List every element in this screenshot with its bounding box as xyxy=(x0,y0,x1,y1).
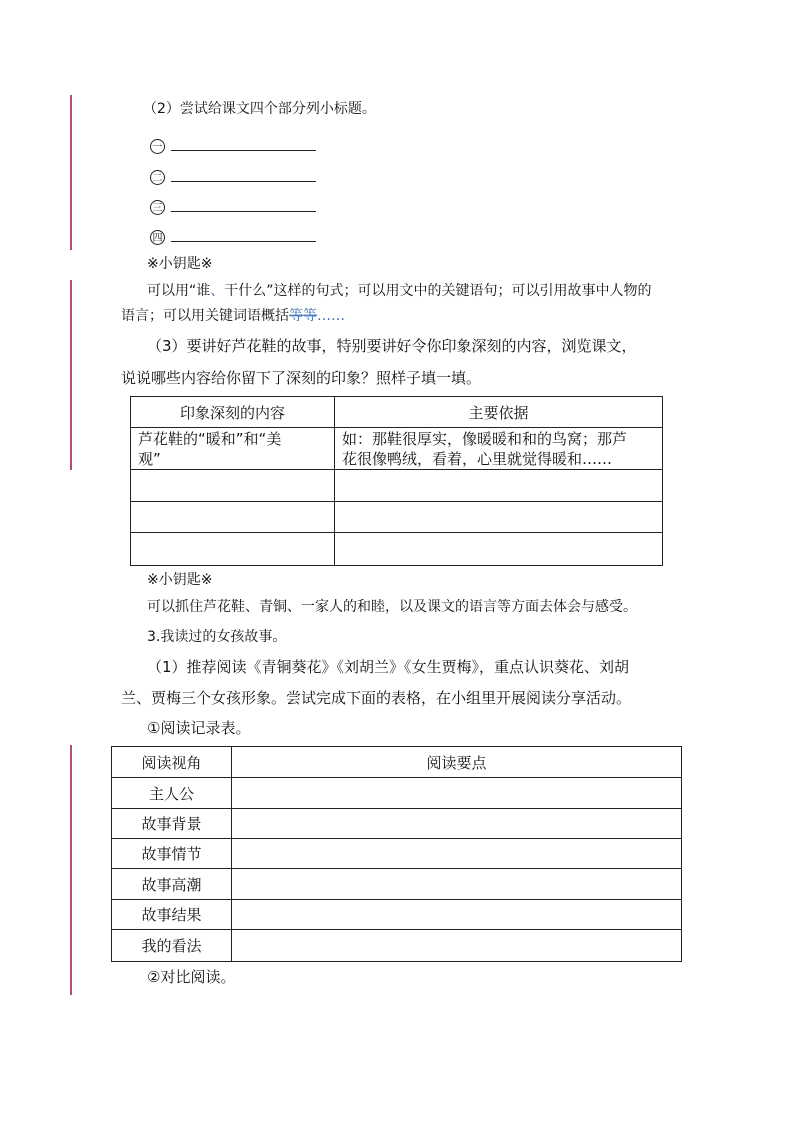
blank-cell[interactable] xyxy=(232,778,682,809)
row-label: 主人公 xyxy=(112,778,232,809)
impression-table xyxy=(130,396,663,566)
revision-bar xyxy=(70,280,72,470)
hint-line-1 xyxy=(147,280,652,300)
blank-cell[interactable] xyxy=(232,900,682,930)
example-content-cell xyxy=(131,428,335,470)
table-header: 主要依据 xyxy=(335,397,663,428)
question-3-line-2: 说说哪些内容给你留下了深刻的印象？照样子填一填。 xyxy=(121,369,482,387)
revision-mark: 、 xyxy=(210,283,225,299)
cell-line: 花很像鸭绒，看着，心里就觉得暖和…… xyxy=(342,449,613,468)
sub-heading-reading-record: ①阅读记录表。 xyxy=(147,719,251,737)
blank-cell[interactable] xyxy=(335,533,663,566)
section-3-line-2: 兰、贾梅三个女孩形象。尝试完成下面的表格，在小组里开展阅读分享活动。 xyxy=(121,689,632,707)
answer-line-2[interactable] xyxy=(171,181,316,182)
question-2-prompt: （2）尝试给课文四个部分列小标题。 xyxy=(143,101,376,117)
question-3-line-1: （3）要讲好芦花鞋的故事，特别要讲好令你印象深刻的内容，浏览课文， xyxy=(147,337,637,355)
answer-line-4[interactable] xyxy=(171,241,316,242)
blank-cell[interactable] xyxy=(131,470,335,502)
circled-number-1: 一 xyxy=(150,139,165,154)
row-label: 故事高潮 xyxy=(112,869,232,900)
hint-text: 干什么”这样的句式；可以用文中的关键语句；可以引用故事中人物的 xyxy=(224,283,652,299)
deleted-text: 等等 xyxy=(289,308,317,324)
example-basis-cell xyxy=(335,428,663,470)
cell-line: 如：那鞋很厚实，像暖暖和和的鸟窝；那芦 xyxy=(342,429,628,448)
revision-bar xyxy=(70,95,72,250)
section-3-title: 3.我读过的女孩故事。 xyxy=(147,629,287,645)
hint-title: ※小钥匙※ xyxy=(147,256,213,272)
cell-line: 芦花鞋的“暖和”和“美 xyxy=(138,429,282,448)
table-header: 阅读视角 xyxy=(112,747,232,778)
answer-line-1[interactable] xyxy=(171,150,316,151)
reading-record-table xyxy=(111,746,682,962)
hint-text: 可以用“谁 xyxy=(147,283,211,299)
blank-cell[interactable] xyxy=(232,930,682,962)
blank-cell[interactable] xyxy=(131,533,335,566)
row-label: 故事结果 xyxy=(112,900,232,930)
blank-cell[interactable] xyxy=(232,809,682,839)
hint-text: 语言；可以用关键词语概括 xyxy=(121,308,289,324)
row-label: 我的看法 xyxy=(112,930,232,962)
hint-text: 可以抓住芦花鞋、青铜、一家人的和睦，以及课文的语言等方面去体会与感受。 xyxy=(147,599,637,615)
blank-cell[interactable] xyxy=(335,502,663,533)
circled-number-3: 三 xyxy=(150,200,165,215)
row-label: 故事背景 xyxy=(112,809,232,839)
inserted-text: …… xyxy=(317,308,345,324)
table-header: 印象深刻的内容 xyxy=(131,397,335,428)
blank-cell[interactable] xyxy=(232,869,682,900)
hint-title: ※小钥匙※ xyxy=(147,572,213,588)
circled-number-4: 四 xyxy=(150,230,165,245)
cell-line: 观” xyxy=(138,449,161,468)
section-3-line-1: （1）推荐阅读《青铜葵花》《刘胡兰》《女生贾梅》，重点认识葵花、刘胡 xyxy=(147,658,630,676)
blank-cell[interactable] xyxy=(335,470,663,502)
hint-line-2 xyxy=(121,305,345,325)
row-label: 故事情节 xyxy=(112,839,232,869)
circled-number-2: 二 xyxy=(150,170,165,185)
blank-cell[interactable] xyxy=(131,502,335,533)
answer-line-3[interactable] xyxy=(171,211,316,212)
table-header: 阅读要点 xyxy=(232,747,682,778)
blank-cell[interactable] xyxy=(232,839,682,869)
revision-bar xyxy=(70,745,72,995)
sub-heading-compare-reading: ②对比阅读。 xyxy=(147,968,236,986)
